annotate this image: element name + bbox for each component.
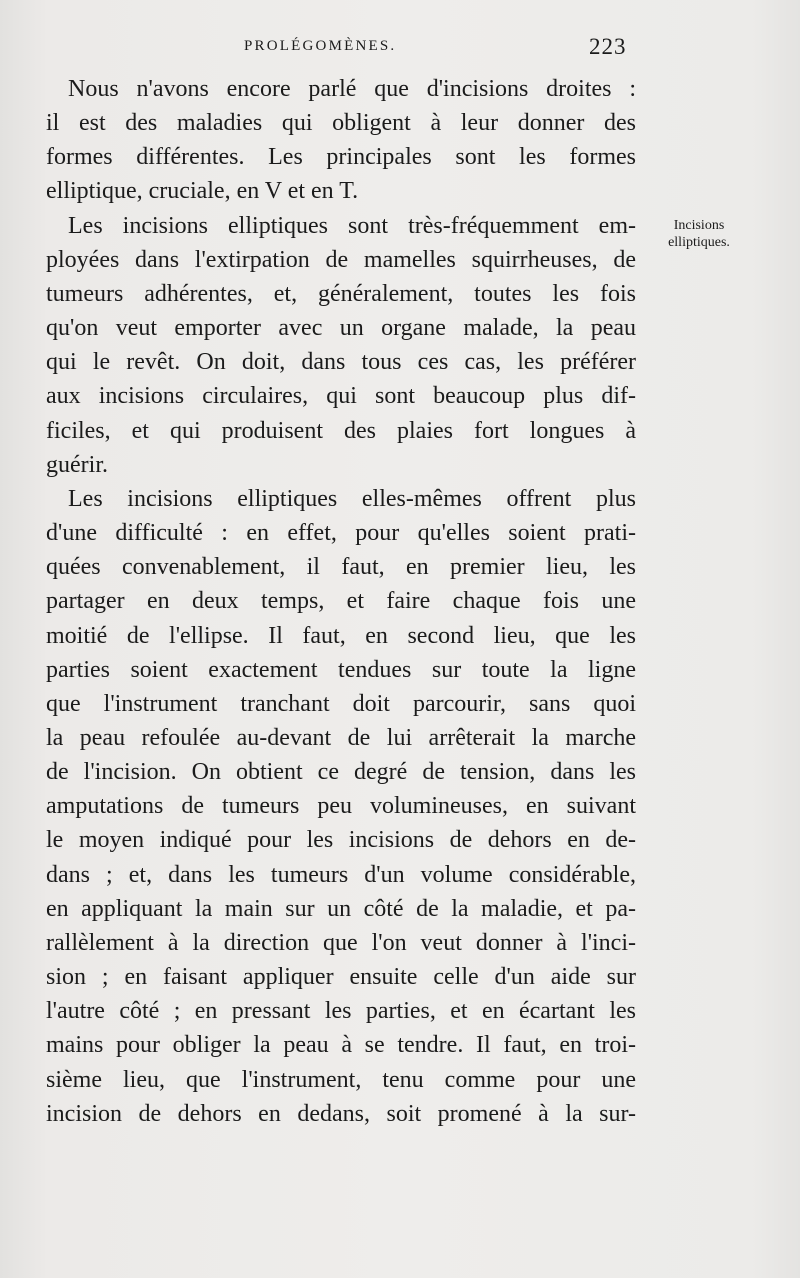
text-line: dans ; et, dans les tumeurs d'un volume considérable, — [46, 861, 636, 888]
text-line: l'autre côté ; en pressant les parties, et en écartant les — [46, 998, 636, 1025]
text-line: sième lieu, que l'instrument, tenu comme pour une — [46, 1066, 636, 1093]
text-line: tumeurs adhérentes, et, généralement, toutes les fois — [46, 280, 636, 307]
running-head: PROLÉGOMÈNES. — [244, 38, 397, 54]
text-line: moitié de l'ellipse. Il faut, en second lieu, que les — [46, 622, 636, 649]
text-line: Les incisions elliptiques elles-mêmes offrent plus — [68, 485, 636, 512]
text-line: d'une difficulté : en effet, pour qu'elles soient prati- — [46, 520, 636, 547]
text-line: il est des maladies qui obligent à leur donner des — [46, 110, 636, 137]
text-line: guérir. — [46, 451, 108, 478]
text-line: qu'on veut emporter avec un organe malade, la peau — [46, 315, 636, 342]
text-line: Nous n'avons encore parlé que d'incisions droites : — [68, 76, 636, 102]
text-line: que l'instrument tranchant doit parcourir, sans quoi — [46, 690, 636, 717]
margin-note-line: Incisions — [673, 218, 725, 233]
text-line: sion ; en faisant appliquer ensuite celle d'un aide sur — [46, 964, 636, 991]
body-text — [46, 72, 636, 1131]
text-line: mains pour obliger la peau à se tendre. Il faut, en troi- — [46, 1032, 636, 1059]
text-line: quées convenablement, il faut, en premier lieu, les — [46, 554, 636, 581]
page-number: 223 — [589, 34, 627, 59]
text-line: formes différentes. Les principales sont les formes — [46, 144, 636, 171]
text-line: ployées dans l'extirpation de mamelles squirrheuses, de — [46, 246, 636, 273]
text-line: elliptique, cruciale, en V et en T. — [46, 178, 359, 205]
text-line: rallèlement à la direction que l'on veut donner à l'inci- — [46, 929, 636, 956]
text-line: amputations de tumeurs peu volumineuses, en suivant — [46, 793, 636, 820]
text-line: la peau refoulée au-devant de lui arrêterait la marche — [46, 724, 636, 751]
text-line: partager en deux temps, et faire chaque fois une — [46, 588, 636, 615]
text-line: le moyen indiqué pour les incisions de dehors en de- — [46, 827, 636, 854]
text-line: incision de dehors en dedans, soit promené à la sur- — [46, 1100, 636, 1127]
text-line: qui le revêt. On doit, dans tous ces cas, les préférer — [46, 349, 636, 376]
text-line: aux incisions circulaires, qui sont beaucoup plus dif- — [46, 383, 636, 410]
text-line: parties soient exactement tendues sur toute la ligne — [46, 656, 636, 683]
text-line: Les incisions elliptiques sont très-fréquemment em- — [68, 212, 636, 239]
text-line: ficiles, et qui produisent des plaies fort longues à — [46, 417, 636, 444]
text-line: en appliquant la main sur un côté de la maladie, et pa- — [46, 895, 636, 922]
margin-note — [649, 217, 749, 251]
text-line: de l'incision. On obtient ce degré de tension, dans les — [46, 759, 636, 786]
margin-note-line: elliptiques. — [668, 235, 730, 250]
